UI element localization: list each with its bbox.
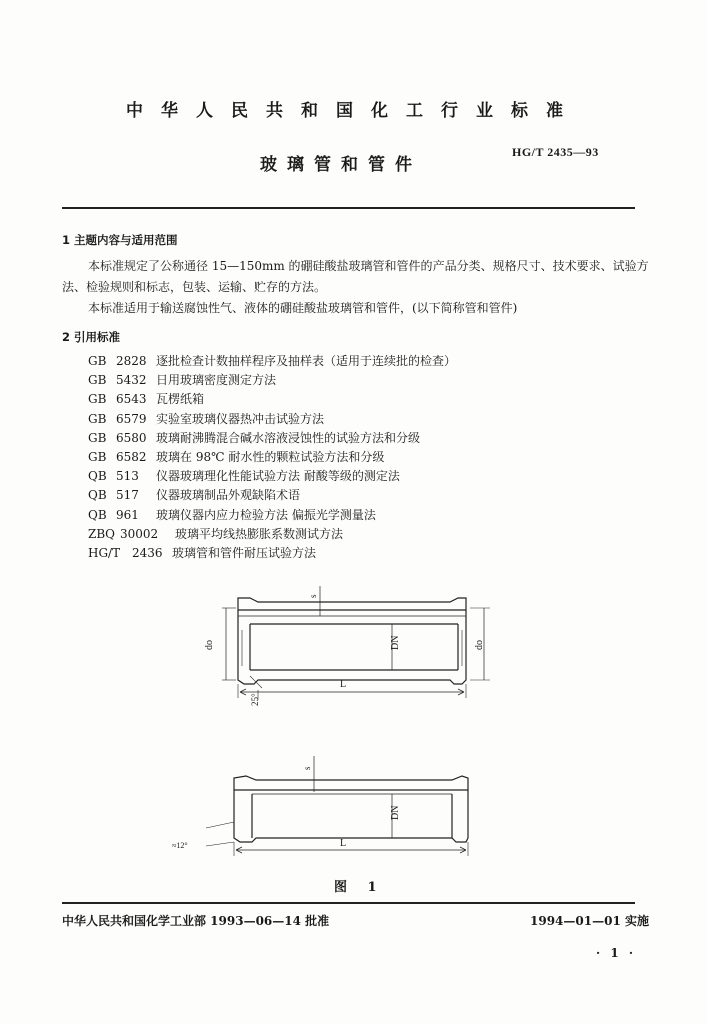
standard-code: HG/T 2435—93 bbox=[512, 145, 599, 159]
reference-item bbox=[88, 410, 456, 429]
section-1-heading: 1 主题内容与适用范围 bbox=[62, 233, 178, 247]
document-title: 玻璃管和管件 bbox=[260, 155, 422, 175]
ref-title: 日用玻璃密度测定方法 bbox=[156, 373, 277, 388]
reference-item bbox=[88, 429, 456, 448]
ref-title: 玻璃耐沸腾混合碱水溶液浸蚀性的试验方法和分级 bbox=[156, 430, 421, 445]
ref-number: 2436 bbox=[132, 545, 163, 560]
top-wall-thickness-label: s bbox=[308, 594, 318, 598]
ref-prefix: QB bbox=[88, 469, 107, 484]
top-angle-label: 25° bbox=[250, 693, 260, 706]
ref-title: 玻璃在 98℃ 耐水性的颗粒试验方法和分级 bbox=[156, 449, 385, 464]
bottom-nominal-diameter-label: DN bbox=[390, 805, 401, 820]
top-outer-diameter-left-label: do bbox=[204, 640, 215, 650]
ref-prefix: GB bbox=[88, 373, 107, 388]
reference-item bbox=[88, 390, 456, 409]
ref-number: 5432 bbox=[116, 373, 147, 388]
standard-title: 中华人民共和国化工行业标准 bbox=[126, 101, 581, 121]
ref-prefix: QB bbox=[88, 507, 107, 522]
applicability-paragraph: 本标准适用于输送腐蚀性气、液体的硼硅酸盐玻璃管和管件，(以下简称管和管件) bbox=[88, 301, 518, 315]
header-divider bbox=[62, 207, 635, 209]
ref-number: 517 bbox=[116, 488, 139, 503]
top-length-label: L bbox=[340, 679, 347, 690]
ref-prefix: GB bbox=[88, 354, 107, 368]
ref-title: 瓦楞纸箱 bbox=[156, 392, 205, 407]
ref-prefix: QB bbox=[88, 488, 107, 503]
footer-divider bbox=[62, 902, 635, 904]
ref-title: 实验室玻璃仪器热冲击试验方法 bbox=[156, 411, 325, 426]
ref-number: 6579 bbox=[116, 411, 147, 426]
bottom-angle-label: ≈12° bbox=[172, 841, 188, 850]
section-2-heading: 2 引用标准 bbox=[62, 330, 121, 344]
bottom-wall-thickness-label: s bbox=[302, 766, 312, 770]
reference-item bbox=[88, 467, 456, 486]
ref-prefix: GB bbox=[88, 392, 107, 407]
ref-prefix: ZBQ bbox=[88, 526, 115, 541]
reference-item bbox=[88, 371, 456, 390]
pipe-drawing-figure bbox=[0, 580, 707, 880]
pipe-bottom-drawing bbox=[206, 756, 468, 856]
reference-list bbox=[88, 352, 456, 563]
top-nominal-diameter-label: DN bbox=[390, 635, 401, 650]
reference-item bbox=[88, 448, 456, 467]
ref-number: 513 bbox=[116, 469, 139, 484]
ref-prefix: GB bbox=[88, 449, 107, 464]
reference-item bbox=[88, 486, 456, 505]
ref-number: 6582 bbox=[116, 449, 147, 464]
ref-number: 30002 bbox=[120, 526, 159, 541]
pipe-top-drawing bbox=[222, 586, 490, 700]
page-number: · 1 · bbox=[596, 946, 637, 960]
issuer-approval: 中华人民共和国化学工业部 1993—06—14 批准 bbox=[62, 914, 330, 928]
top-outer-diameter-right-label: do bbox=[474, 640, 485, 650]
reference-item bbox=[88, 352, 456, 371]
ref-prefix: HG/T bbox=[88, 545, 121, 560]
ref-prefix: GB bbox=[88, 411, 107, 426]
reference-item bbox=[88, 544, 456, 563]
scope-paragraph: 本标准规定了公称通径 15—150mm 的硼硅酸盐玻璃管和管件的产品分类、规格尺寸、技术要求、试验方法、检验规则和标志，包装、运输、贮存的方法。 bbox=[62, 259, 649, 294]
ref-number: 961 bbox=[116, 507, 139, 522]
reference-item bbox=[88, 506, 456, 525]
figure-caption: 图 1 bbox=[334, 880, 385, 895]
ref-title: 逐批检查计数抽样程序及抽样表（适用于连续批的检查） bbox=[156, 354, 457, 368]
ref-title: 仪器玻璃理化性能试验方法 耐酸等级的测定法 bbox=[156, 469, 400, 484]
ref-title: 仪器玻璃制品外观缺陷术语 bbox=[156, 488, 301, 503]
reference-item bbox=[88, 525, 456, 544]
ref-title: 玻璃管和管件耐压试验方法 bbox=[172, 545, 317, 560]
ref-title: 玻璃仪器内应力检验方法 偏振光学测量法 bbox=[156, 507, 376, 522]
effective-date: 1994—01—01 实施 bbox=[530, 914, 649, 928]
ref-title: 玻璃平均线热膨胀系数测试方法 bbox=[175, 526, 344, 541]
ref-number: 2828 bbox=[116, 354, 147, 368]
ref-prefix: GB bbox=[88, 430, 107, 445]
bottom-length-label: L bbox=[340, 838, 347, 849]
ref-number: 6580 bbox=[116, 430, 147, 445]
ref-number: 6543 bbox=[116, 392, 147, 407]
